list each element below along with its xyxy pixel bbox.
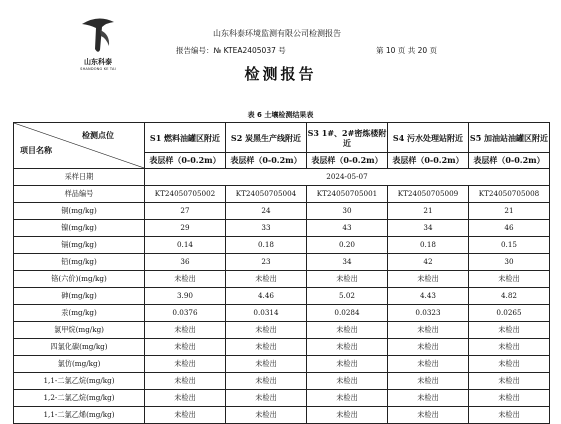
- sample-type: 表层样（0-0.2m）: [226, 153, 307, 169]
- sample-type: 表层样（0-0.2m）: [469, 153, 550, 169]
- report-number: 报告编号：№ KTEA2405037 号: [176, 46, 286, 55]
- result-cell: 5.02: [307, 288, 388, 305]
- row-label: 汞(mg/kg): [14, 305, 145, 322]
- row-label: 氯仿(mg/kg): [14, 356, 145, 373]
- result-cell: 0.0323: [388, 305, 469, 322]
- soil-results-table: [13, 122, 550, 424]
- result-cell: 未检出: [226, 390, 307, 407]
- result-cell: 未检出: [226, 407, 307, 424]
- logo-name: 山东科泰: [84, 58, 112, 66]
- company-header: 山东科泰环境监测有限公司检测报告: [213, 29, 341, 38]
- result-cell: 0.18: [388, 237, 469, 254]
- result-cell: 未检出: [307, 339, 388, 356]
- result-cell: 0.0314: [226, 305, 307, 322]
- table-row: [14, 203, 550, 220]
- site-header: S1 燃料油罐区附近: [145, 123, 226, 153]
- site-header: S3 1#、2#密炼楼附近: [307, 123, 388, 153]
- row-label: 1,2-二氯乙烷(mg/kg): [14, 390, 145, 407]
- result-cell: 未检出: [145, 373, 226, 390]
- page-indicator: 第 10 页 共 20 页: [376, 46, 438, 55]
- row-label: 四氯化碳(mg/kg): [14, 339, 145, 356]
- logo-mark-icon: [76, 16, 120, 56]
- result-cell: 未检出: [226, 322, 307, 339]
- result-cell: 未检出: [469, 390, 550, 407]
- result-cell: 24: [226, 203, 307, 220]
- result-cell: 未检出: [145, 407, 226, 424]
- result-cell: 未检出: [145, 390, 226, 407]
- result-cell: 36: [145, 254, 226, 271]
- site-header: S5 加油站油罐区附近: [469, 123, 550, 153]
- result-cell: KT24050705002: [145, 186, 226, 203]
- table-row: [14, 407, 550, 424]
- site-header: S2 炭黑生产线附近: [226, 123, 307, 153]
- result-cell: 21: [469, 203, 550, 220]
- sampling-date-value: 2024-05-07: [145, 169, 550, 186]
- result-cell: 未检出: [388, 390, 469, 407]
- result-cell: 未检出: [145, 271, 226, 288]
- row-label: 样品编号: [14, 186, 145, 203]
- result-cell: 未检出: [388, 373, 469, 390]
- result-cell: 33: [226, 220, 307, 237]
- result-cell: 未检出: [307, 373, 388, 390]
- row-label: 1,1-二氯乙烯(mg/kg): [14, 407, 145, 424]
- result-cell: 27: [145, 203, 226, 220]
- result-cell: KT24050705008: [469, 186, 550, 203]
- table-row: [14, 390, 550, 407]
- result-cell: 未检出: [226, 356, 307, 373]
- result-cell: 34: [388, 220, 469, 237]
- corner-site-label: 检测点位: [82, 130, 114, 140]
- table-row: [14, 305, 550, 322]
- sample-type: 表层样（0-0.2m）: [388, 153, 469, 169]
- result-cell: 29: [145, 220, 226, 237]
- result-cell: 未检出: [388, 339, 469, 356]
- result-cell: 0.0265: [469, 305, 550, 322]
- row-label: 镉(mg/kg): [14, 237, 145, 254]
- document-title: 检测报告: [244, 65, 317, 83]
- table-row: [14, 254, 550, 271]
- result-cell: 未检出: [469, 339, 550, 356]
- result-cell: 42: [388, 254, 469, 271]
- result-cell: 未检出: [388, 271, 469, 288]
- result-cell: 30: [469, 254, 550, 271]
- sample-type: 表层样（0-0.2m）: [307, 153, 388, 169]
- result-cell: 未检出: [145, 356, 226, 373]
- result-cell: 未检出: [469, 271, 550, 288]
- result-cell: 0.0284: [307, 305, 388, 322]
- row-label: 铅(mg/kg): [14, 254, 145, 271]
- result-cell: 未检出: [388, 322, 469, 339]
- sample-type: 表层样（0-0.2m）: [145, 153, 226, 169]
- row-label: 砷(mg/kg): [14, 288, 145, 305]
- result-cell: 未检出: [307, 271, 388, 288]
- row-label: 氯甲烷(mg/kg): [14, 322, 145, 339]
- result-cell: 34: [307, 254, 388, 271]
- table-row: [14, 322, 550, 339]
- result-cell: KT24050705009: [388, 186, 469, 203]
- result-cell: 未检出: [145, 322, 226, 339]
- table-row: [14, 220, 550, 237]
- row-label: 1,1-二氯乙烷(mg/kg): [14, 373, 145, 390]
- result-cell: 21: [388, 203, 469, 220]
- result-cell: 未检出: [469, 373, 550, 390]
- row-label: 镍(mg/kg): [14, 220, 145, 237]
- result-cell: 未检出: [388, 407, 469, 424]
- result-cell: 23: [226, 254, 307, 271]
- result-cell: 0.14: [145, 237, 226, 254]
- row-label: 铬(六价)(mg/kg): [14, 271, 145, 288]
- table-row: [14, 271, 550, 288]
- result-cell: 未检出: [388, 356, 469, 373]
- row-label: 铜(mg/kg): [14, 203, 145, 220]
- result-cell: 未检出: [469, 356, 550, 373]
- result-cell: 未检出: [469, 407, 550, 424]
- result-cell: 3.90: [145, 288, 226, 305]
- table-row: [14, 186, 550, 203]
- table-row: [14, 356, 550, 373]
- result-cell: 43: [307, 220, 388, 237]
- site-header: S4 污水处理站附近: [388, 123, 469, 153]
- sampling-date-label: 采样日期: [14, 169, 145, 186]
- result-cell: 未检出: [469, 322, 550, 339]
- result-cell: 未检出: [145, 339, 226, 356]
- result-cell: 未检出: [226, 271, 307, 288]
- result-cell: 46: [469, 220, 550, 237]
- table-row: [14, 237, 550, 254]
- table-row: [14, 288, 550, 305]
- result-cell: 未检出: [226, 339, 307, 356]
- result-cell: 未检出: [307, 356, 388, 373]
- result-cell: 4.43: [388, 288, 469, 305]
- result-cell: KT24050705001: [307, 186, 388, 203]
- table-row: [14, 373, 550, 390]
- result-cell: 0.18: [226, 237, 307, 254]
- logo-english: SHANDONG KE TAI: [80, 67, 116, 71]
- result-cell: 0.0376: [145, 305, 226, 322]
- result-cell: KT24050705004: [226, 186, 307, 203]
- result-cell: 未检出: [307, 407, 388, 424]
- result-cell: 未检出: [226, 373, 307, 390]
- result-cell: 4.82: [469, 288, 550, 305]
- result-cell: 0.15: [469, 237, 550, 254]
- table-caption: 表 6 土壤检测结果表: [247, 111, 314, 119]
- result-cell: 未检出: [307, 322, 388, 339]
- table-corner-header: [14, 123, 145, 169]
- result-cell: 0.20: [307, 237, 388, 254]
- table-row: [14, 339, 550, 356]
- result-cell: 未检出: [307, 390, 388, 407]
- result-cell: 4.46: [226, 288, 307, 305]
- result-cell: 30: [307, 203, 388, 220]
- corner-item-label: 项目名称: [20, 144, 52, 155]
